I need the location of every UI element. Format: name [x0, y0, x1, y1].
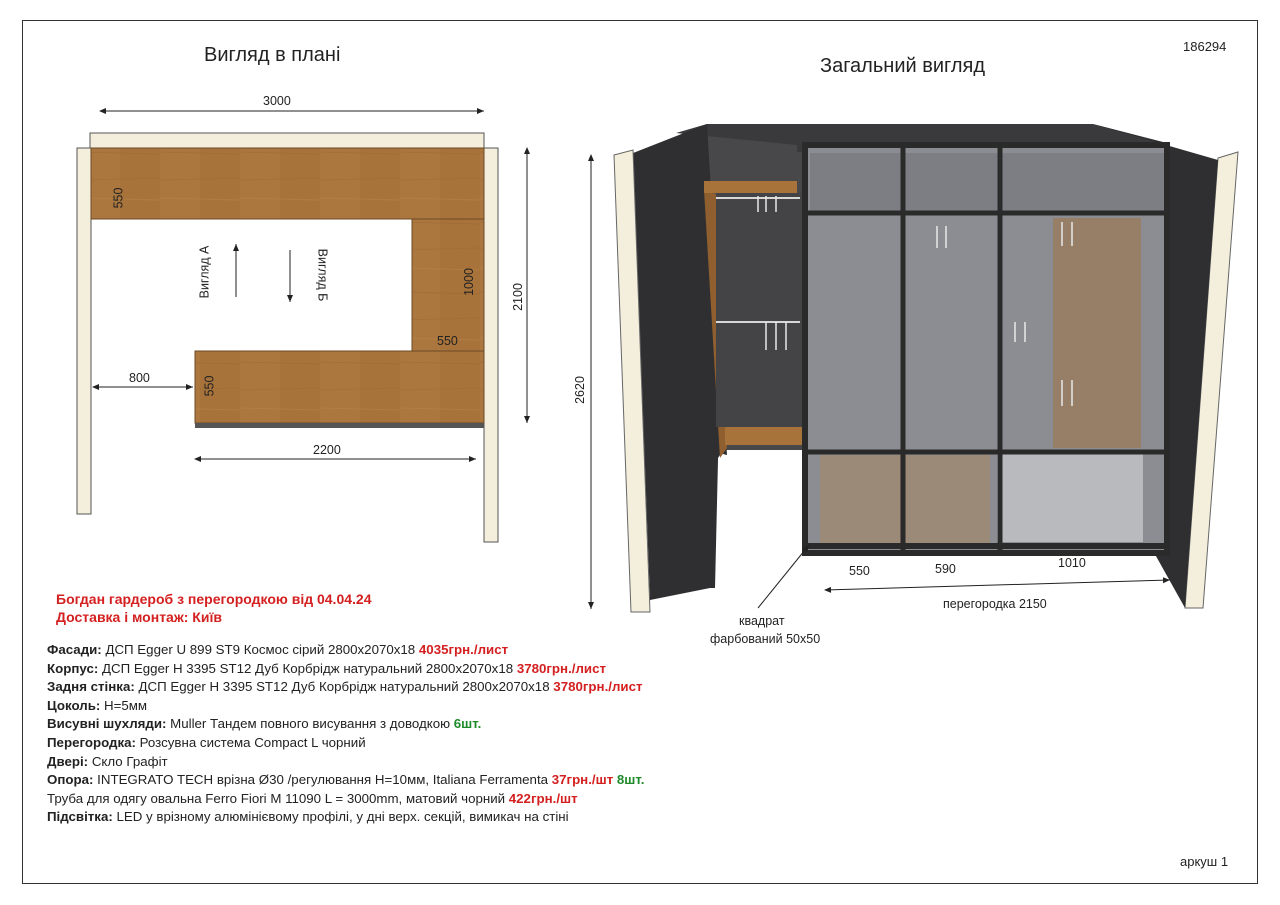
general-dim-height: 2620: [572, 376, 587, 404]
plan-dim-side-length: 1000: [461, 268, 476, 296]
left-cabinet-interior: [716, 193, 805, 427]
interior-top-band: [810, 153, 1165, 211]
post-leader-line: [758, 545, 809, 608]
view-b-label: Вигляд Б: [315, 248, 330, 302]
left-cabinet-shelf: [704, 181, 797, 193]
plan-view: [77, 111, 527, 542]
spec-partition: Перегородка: Розсувна система Compact L чорний: [47, 734, 366, 750]
plan-dim-height: 2100: [510, 283, 525, 311]
plan-module-top: [91, 148, 484, 219]
spec-facades: Фасади: ДСП Egger U 899 ST9 Космос сірий 2800х2070х18 4035грн./лист: [47, 642, 509, 657]
spec-doors: Двері: Скло Графіт: [47, 753, 168, 769]
plan-plinth: [195, 423, 484, 428]
interior-lower-light: [997, 452, 1143, 542]
left-cabinet-bottom: [725, 427, 805, 445]
plan-wall-back: [90, 133, 484, 148]
plan-module-bottom: [195, 351, 484, 423]
interior-wood-shelves: [1053, 218, 1141, 448]
general-title: Загальний вигляд: [820, 55, 986, 77]
general-dim-section2: 590: [935, 562, 956, 576]
spec-plinth: Цоколь: H=5мм: [47, 697, 148, 713]
sheet-label: аркуш 1: [1180, 854, 1229, 869]
view-a-label: Вигляд А: [197, 245, 212, 299]
delivery-title: Доставка і монтаж: Київ: [56, 609, 223, 625]
plan-wall-left: [77, 148, 91, 514]
plan-title: Вигляд в плані: [204, 44, 341, 66]
general-view: [591, 124, 1238, 612]
spec-rail: Труба для одягу овальна Ferro Fiori M 11090 L = 3000mm, матовий чорний 422грн./шт: [47, 790, 578, 806]
post-label-line1: квадрат: [739, 614, 785, 628]
plan-dim-gap: 800: [129, 371, 150, 385]
spec-body: Корпус: ДСП Egger H 3395 ST12 Дуб Корбрідж натуральний 2800х2070х18 3780грн./лист: [47, 660, 607, 676]
plan-dim-top-depth: 550: [111, 187, 126, 209]
plan-wall-right: [484, 148, 498, 542]
spec-back: Задня стінка: ДСП Egger H 3395 ST12 Дуб Корбрідж натуральний 2800х2070х18 3780грн./лист: [47, 679, 643, 695]
spec-light: Підсвітка: LED у врізному алюмінієвому профілі, у дні верх. секцій, вимикач на стіні: [47, 809, 569, 825]
plan-dim-bottom-depth: 550: [202, 375, 217, 397]
order-title: Богдан гардероб з перегородкою від 04.04.24: [56, 591, 372, 607]
order-number: 186294: [1183, 39, 1227, 54]
general-dim-section3: 1010: [1058, 556, 1086, 570]
general-dim-section1: 550: [849, 564, 870, 578]
spec-list: [47, 641, 644, 827]
plan-dim-side-depth: 550: [437, 334, 458, 348]
spec-support: Опора: INTEGRATO TECH врізна Ø30 /регулювання H=10мм, Italiana Ferramenta 37грн./шт 8шт.: [47, 772, 645, 788]
plan-dim-bottom-length: 2200: [313, 443, 341, 457]
general-dim-partition-line: [825, 580, 1170, 590]
spec-drawers: Висувні шухляди: Muller Тандем повного висування з доводкою 6шт.: [47, 716, 482, 732]
post-label-line2: фарбований 50х50: [710, 632, 821, 646]
plan-dim-width: 3000: [263, 94, 291, 108]
partition-label: перегородка 2150: [943, 597, 1047, 611]
